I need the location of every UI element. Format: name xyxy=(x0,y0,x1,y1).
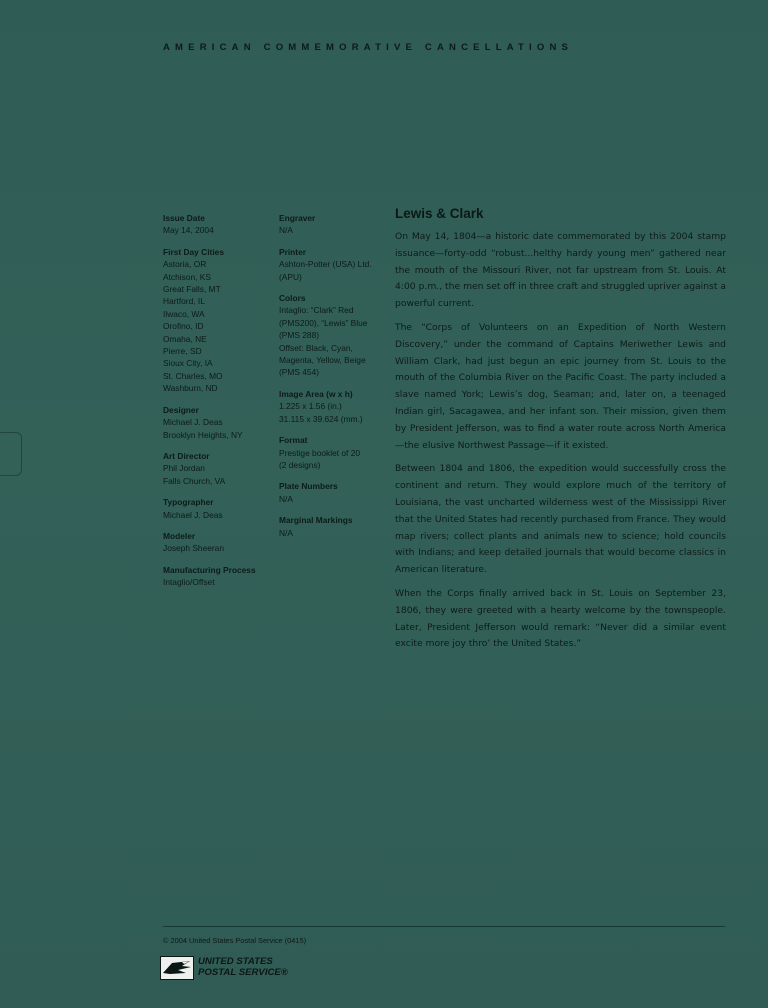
spec-value: N/A xyxy=(279,527,293,538)
article-paragraph: When the Corps finally arrived back in St. Louis on September 23, 1806, they were greeted with a hearty welcome by the townspeople. Later, President Jefferson would remark: “Never did a similar event excite more joy thro’ the United States.” xyxy=(395,587,726,650)
page-tab-notch xyxy=(0,432,22,476)
page-header: AMERICAN COMMEMORATIVE CANCELLATIONS xyxy=(163,42,574,53)
spec-value: Magenta, Yellow, Beige xyxy=(279,355,366,366)
spec-value: Joseph Sheeran xyxy=(163,543,224,554)
article-paragraph: Between 1804 and 1806, the expedition would successfully cross the continent and return. They would explore much of the territory of Louisiana, the vast uncharted wilderness west of the Mississippi River that the United States had recently purchased from France. They would map rivers; collect plants and animals new to science; hold councils with Indians; and keep detailed journals that would become classics in American literature. xyxy=(395,463,726,576)
article xyxy=(395,206,726,660)
usps-wordmark-line2: POSTAL SERVICE® xyxy=(198,967,288,978)
spec-label: Image Area (w x h) xyxy=(279,388,353,399)
spec-label: Printer xyxy=(279,246,306,257)
spec-value: Phil Jordan xyxy=(163,463,205,474)
article-paragraph: The “Corps of Volunteers on an Expedition of North Western Discovery,” under the command of Captains Meriwether Lewis and William Clark, had just begun an epic journey from St. Louis to the mouth of the Columbia River on the Pacific Coast. The party included a slave named York; Lewis’s dog, Seaman; and, later on, a teenaged Indian girl, Sacagawea, and her infant son. Their mission, given them by President Jefferson, was to find a water route across North America—the elusive Northwest Passage—if it existed. xyxy=(395,321,726,451)
spec-label: Colors xyxy=(279,293,306,304)
spec-value: Orofino, ID xyxy=(163,321,204,332)
spec-value: (PMS200), “Lewis” Blue xyxy=(279,317,368,328)
spec-value: Michael J. Deas xyxy=(163,417,223,428)
spec-value: Brooklyn Heights, NY xyxy=(163,429,243,440)
spec-value: Astoria, OR xyxy=(163,259,207,270)
spec-label: Engraver xyxy=(279,213,316,223)
footer-divider xyxy=(163,926,725,927)
usps-wordmark-line1: UNITED STATES xyxy=(198,956,273,967)
specs-column-right xyxy=(279,212,383,539)
spec-label: First Day Cities xyxy=(163,246,224,257)
copyright-notice: © 2004 United States Postal Service (0415) xyxy=(163,936,307,945)
usps-wordmark xyxy=(198,956,288,978)
spec-value: Hartford, IL xyxy=(163,296,205,307)
spec-value: Ashton-Potter (USA) Ltd. xyxy=(279,259,372,270)
article-title: Lewis & Clark xyxy=(395,206,484,221)
usps-eagle-logo-icon xyxy=(160,956,194,980)
spec-value: St. Charles, MO xyxy=(163,370,223,381)
spec-value: Offset: Black, Cyan, xyxy=(279,342,353,353)
spec-label: Art Director xyxy=(163,450,210,461)
spec-label: Manufacturing Process xyxy=(163,564,256,575)
spec-value: (APU) xyxy=(279,271,302,282)
article-paragraph: On May 14, 1804—a historic date commemorated by this 2004 stamp issuance—forty-odd “robust...helthy hardy young men” gathered near the mouth of the Missouri River, not far upstream from St. Louis. At 4:00 p.m., the men set off in three craft and struggled upriver against a powerful current. xyxy=(395,231,726,310)
spec-label: Format xyxy=(279,435,308,446)
spec-value: Falls Church, VA xyxy=(163,475,226,486)
spec-value: Intaglio/Offset xyxy=(163,577,215,588)
spec-value: May 14, 2004 xyxy=(163,225,214,236)
spec-value: 1.225 x 1.56 (in.) xyxy=(279,401,342,412)
spec-value: Michael J. Deas xyxy=(163,509,223,520)
spec-label: Issue Date xyxy=(163,213,205,223)
spec-label: Modeler xyxy=(163,530,196,541)
spec-value: (PMS 288) xyxy=(279,330,320,341)
spec-value: (2 designs) xyxy=(279,459,321,470)
spec-value: Ilwaco, WA xyxy=(163,308,205,319)
spec-value: 31.115 x 39.624 (mm.) xyxy=(279,413,363,424)
spec-value: N/A xyxy=(279,493,293,504)
spec-value: Great Falls, MT xyxy=(163,284,221,295)
spec-label: Designer xyxy=(163,404,199,415)
spec-value: Atchison, KS xyxy=(163,271,211,282)
spec-label: Marginal Markings xyxy=(279,515,353,526)
spec-value: Intaglio: “Clark” Red xyxy=(279,305,354,316)
spec-value: Pierre, SD xyxy=(163,346,202,357)
spec-label: Plate Numbers xyxy=(279,481,338,492)
spec-value: (PMS 454) xyxy=(279,367,320,378)
spec-value: Washburn, ND xyxy=(163,383,218,394)
specs-column-left xyxy=(163,212,271,589)
spec-value: N/A xyxy=(279,225,293,236)
spec-value: Sioux City, IA xyxy=(163,358,213,369)
spec-value: Prestige booklet of 20 xyxy=(279,447,361,458)
spec-value: Omaha, NE xyxy=(163,333,207,344)
spec-label: Typographer xyxy=(163,497,214,508)
